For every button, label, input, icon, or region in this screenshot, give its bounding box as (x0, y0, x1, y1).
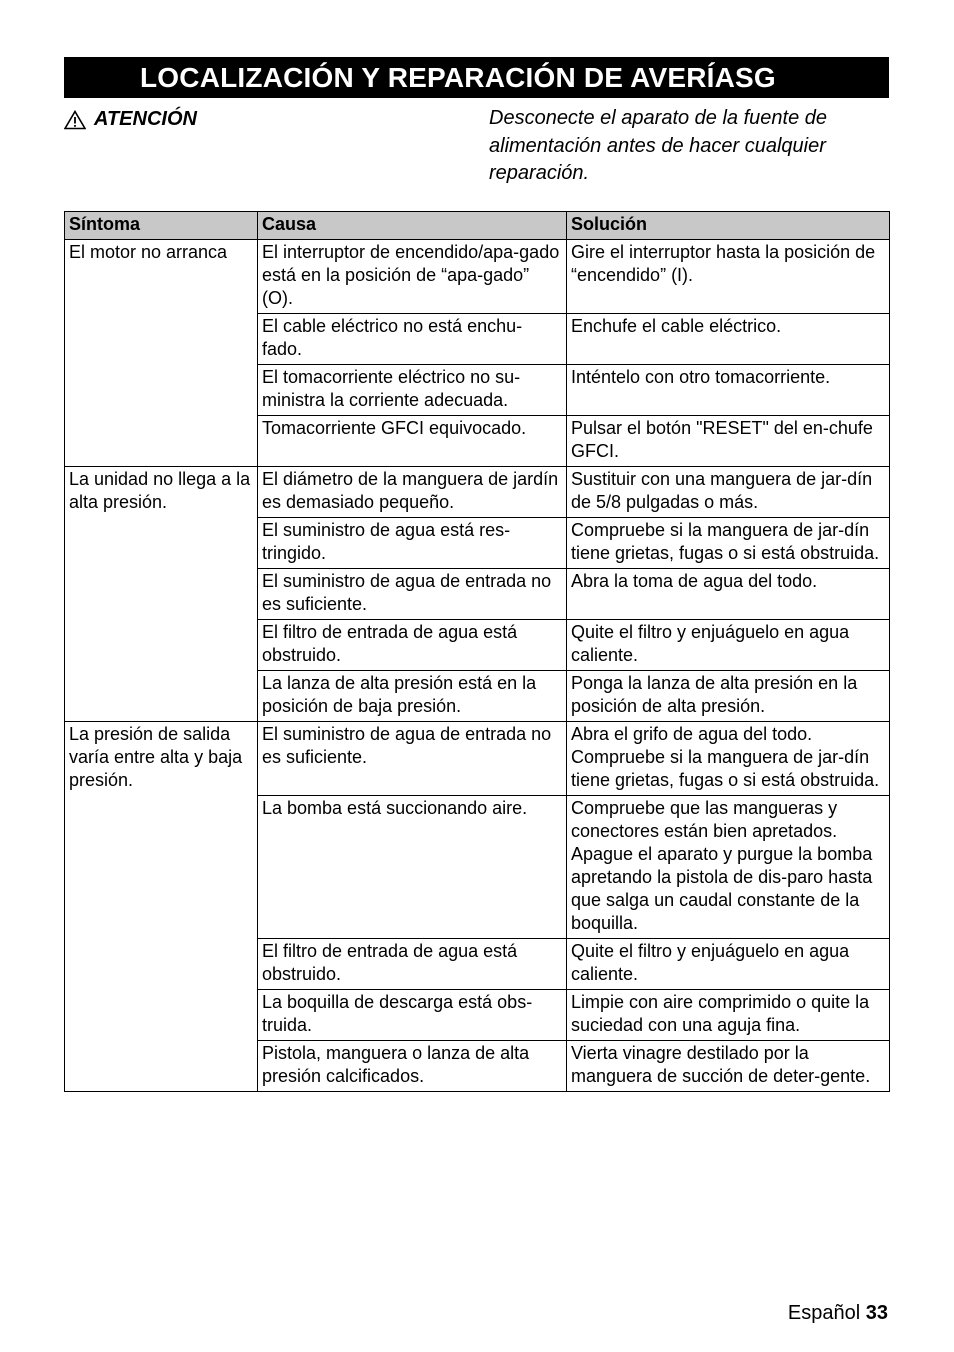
cause-cell: Pistola, manguera o lanza de alta presión calcificados. (258, 1041, 567, 1092)
solution-cell: Inténtelo con otro tomacorriente. (567, 365, 890, 416)
cause-cell: El diámetro de la manguera de jardín es demasiado pequeño. (258, 467, 567, 518)
footer-language: Español (787, 1302, 866, 1324)
page-number: 33 (865, 1302, 888, 1324)
solution-cell: Abra el grifo de agua del todo. Compruebe si la manguera de jar-dín tiene grietas, fugas o si está obstruida. (567, 722, 890, 796)
solution-cell: Quite el filtro y enjuáguelo en agua caliente. (567, 620, 890, 671)
table-header-row (65, 212, 890, 240)
solution-cell: Sustituir con una manguera de jar-dín de 5/8 pulgadas o más. (567, 467, 890, 518)
cause-cell: El interruptor de encendido/apa-gado está en la posición de “apa-gado” (O). (258, 240, 567, 314)
table-row (65, 467, 890, 518)
page-footer (788, 1302, 888, 1325)
page-title: LOCALIZACIÓN Y REPARACIÓN DE AVERÍASG (64, 57, 889, 98)
solution-cell: Quite el filtro y enjuáguelo en agua caliente. (567, 939, 890, 990)
troubleshooting-table (64, 211, 890, 1092)
cause-cell: La boquilla de descarga está obs-truida. (258, 990, 567, 1041)
header-cause: Causa (258, 212, 567, 240)
warning-triangle-icon (64, 110, 86, 130)
warning-text: Desconecte el aparato de la fuente de alimentación antes de hacer cualquier reparación. (489, 107, 828, 184)
solution-cell: Ponga la lanza de alta presión en la posición de alta presión. (567, 671, 890, 722)
table-body (65, 240, 890, 1092)
header-symptom: Síntoma (65, 212, 258, 240)
cause-cell: El filtro de entrada de agua está obstruido. (258, 939, 567, 990)
cause-cell: El suministro de agua de entrada no es suficiente. (258, 569, 567, 620)
solution-cell: Pulsar el botón "RESET" del en-chufe GFCI. (567, 416, 890, 467)
cause-cell: El suministro de agua de entrada no es suficiente. (258, 722, 567, 796)
solution-cell: Abra la toma de agua del todo. (567, 569, 890, 620)
table-row (65, 722, 890, 796)
cause-cell: El cable eléctrico no está enchu-fado. (258, 314, 567, 365)
solution-cell: Compruebe que las mangueras y conectores están bien apretados. Apague el aparato y purgue la bomba apretando la pistola de dis-paro hasta que salga un caudal constante de la boquilla. (567, 796, 890, 939)
solution-cell: Enchufe el cable eléctrico. (567, 314, 890, 365)
solution-cell: Compruebe si la manguera de jar-dín tiene grietas, fugas o si está obstruida. (567, 518, 890, 569)
solution-cell: Gire el interruptor hasta la posición de “encendido” (I). (567, 240, 890, 314)
cause-cell: El filtro de entrada de agua está obstruido. (258, 620, 567, 671)
warning-label (64, 108, 197, 131)
cause-cell: El suministro de agua está res-tringido. (258, 518, 567, 569)
cause-cell: La lanza de alta presión está en la posición de baja presión. (258, 671, 567, 722)
cause-cell: La bomba está succionando aire. (258, 796, 567, 939)
solution-cell: Limpie con aire comprimido o quite la suciedad con una aguja fina. (567, 990, 890, 1041)
warning-label-text: ATENCIÓN (94, 108, 197, 130)
symptom-cell: La unidad no llega a la alta presión. (65, 467, 258, 722)
table-row (65, 240, 890, 314)
header-solution: Solución (567, 212, 890, 240)
cause-cell: Tomacorriente GFCI equivocado. (258, 416, 567, 467)
symptom-cell: El motor no arranca (65, 240, 258, 467)
symptom-cell: La presión de salida varía entre alta y baja presión. (65, 722, 258, 1092)
cause-cell: El tomacorriente eléctrico no su-ministra la corriente adecuada. (258, 365, 567, 416)
solution-cell: Vierta vinagre destilado por la manguera de succión de deter-gente. (567, 1041, 890, 1092)
